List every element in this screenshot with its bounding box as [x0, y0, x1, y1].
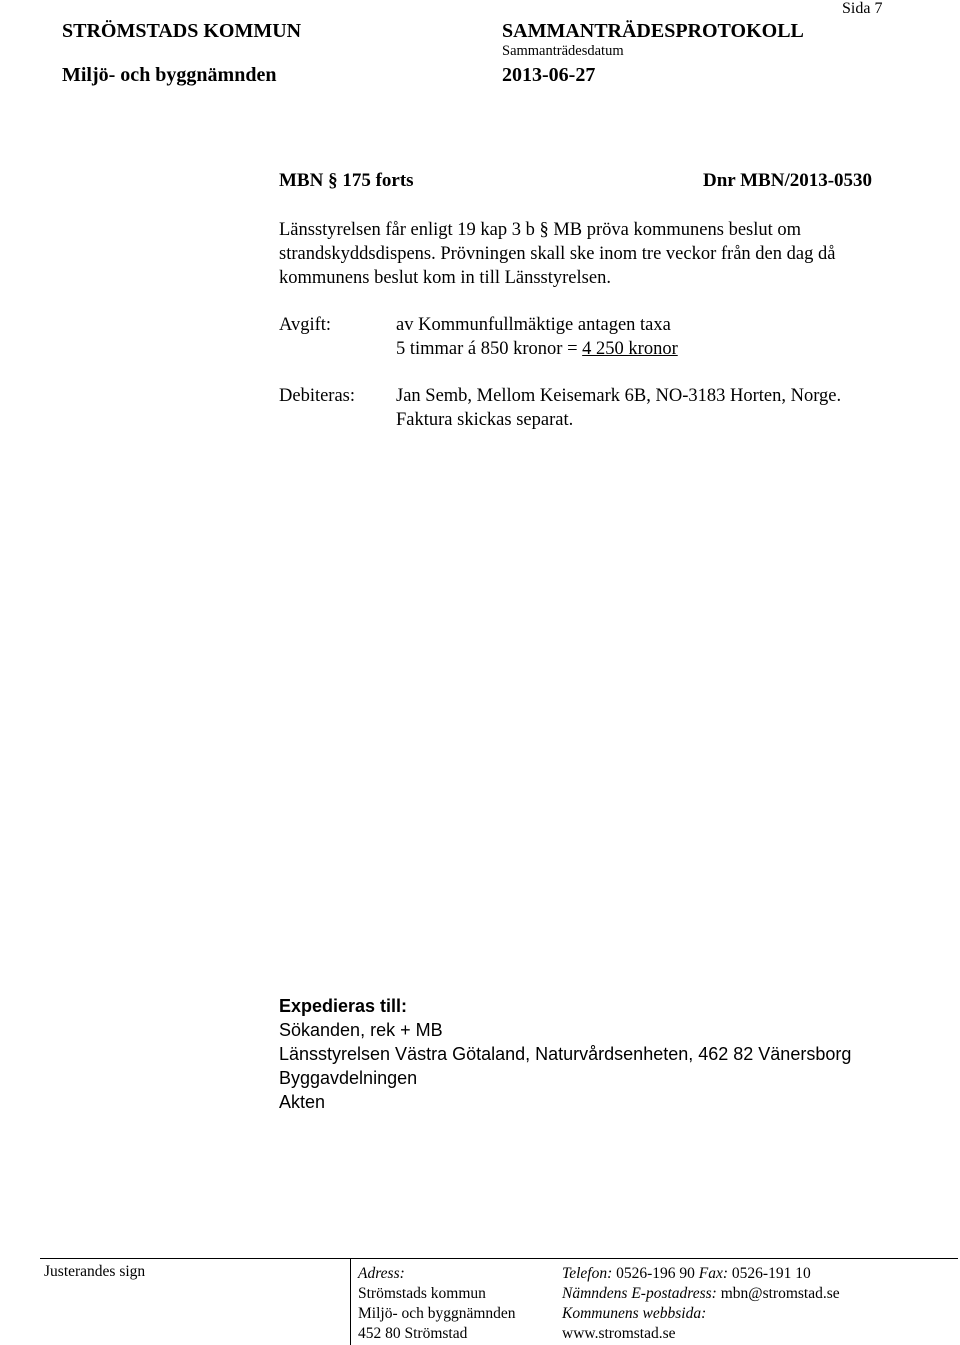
dispatch-recipient: Akten [279, 1092, 326, 1112]
fax-number: 0526-191 10 [731, 1265, 811, 1282]
debit-label: Debiteras: [279, 386, 356, 406]
address-line: Strömstads kommun [358, 1285, 486, 1302]
body-line: kommunens beslut kom in till Länsstyrelsen. [279, 268, 611, 288]
footer-divider [40, 1258, 958, 1259]
email-label: Nämndens E-postadress: [562, 1285, 717, 1302]
footer-column-divider [350, 1259, 351, 1345]
email-line [562, 1283, 840, 1304]
phone-fax-line [562, 1263, 811, 1284]
body-line: strandskyddsdispens. Prövningen skall ske inom tre veckor från den dag då [279, 244, 836, 264]
dispatch-recipient: Byggavdelningen [279, 1068, 418, 1088]
fee-total: 4 250 kronor [582, 339, 678, 359]
municipality-name: STRÖMSTADS KOMMUN [62, 20, 302, 42]
meeting-date-label: Sammanträdesdatum [502, 43, 624, 59]
page-number: Sida 7 [842, 0, 883, 17]
fax-label: Fax: [698, 1265, 729, 1282]
web-label: Kommunens webbsida: [562, 1305, 707, 1322]
debit-invoice-note: Faktura skickas separat. [396, 410, 574, 430]
diary-number: Dnr MBN/2013-0530 [703, 170, 873, 191]
address-label: Adress: [358, 1265, 405, 1282]
protocol-title: SAMMANTRÄDESPROTOKOLL [502, 20, 804, 42]
web-link[interactable]: www.stromstad.se [562, 1325, 676, 1342]
dispatch-recipient: Länsstyrelsen Västra Götaland, Naturvårdsenheten, 462 82 Vänersborg [279, 1044, 852, 1064]
phone-label: Telefon: [562, 1265, 613, 1282]
email-link[interactable]: mbn@stromstad.se [720, 1285, 840, 1302]
dispatch-title: Expedieras till: [279, 996, 408, 1016]
fee-calculation [396, 337, 678, 361]
dispatch-recipient: Sökanden, rek + MB [279, 1020, 443, 1040]
fee-label: Avgift: [279, 315, 332, 335]
address-line: Miljö- och byggnämnden [358, 1305, 516, 1322]
phone-number: 0526-196 90 [616, 1265, 695, 1282]
paragraph-reference: MBN § 175 forts [279, 170, 414, 191]
signature-label: Justerandes sign [44, 1263, 146, 1280]
fee-calculation-text: 5 timmar á 850 kronor = [396, 339, 583, 359]
fee-tariff: av Kommunfullmäktige antagen taxa [396, 315, 671, 335]
committee-name: Miljö- och byggnämnden [62, 64, 277, 86]
address-line: 452 80 Strömstad [358, 1325, 468, 1342]
meeting-date: 2013-06-27 [502, 64, 596, 86]
body-line: Länsstyrelsen får enligt 19 kap 3 b § MB pröva kommunens beslut om [279, 220, 802, 240]
debit-recipient: Jan Semb, Mellom Keisemark 6B, NO-3183 Horten, Norge. [396, 386, 842, 406]
